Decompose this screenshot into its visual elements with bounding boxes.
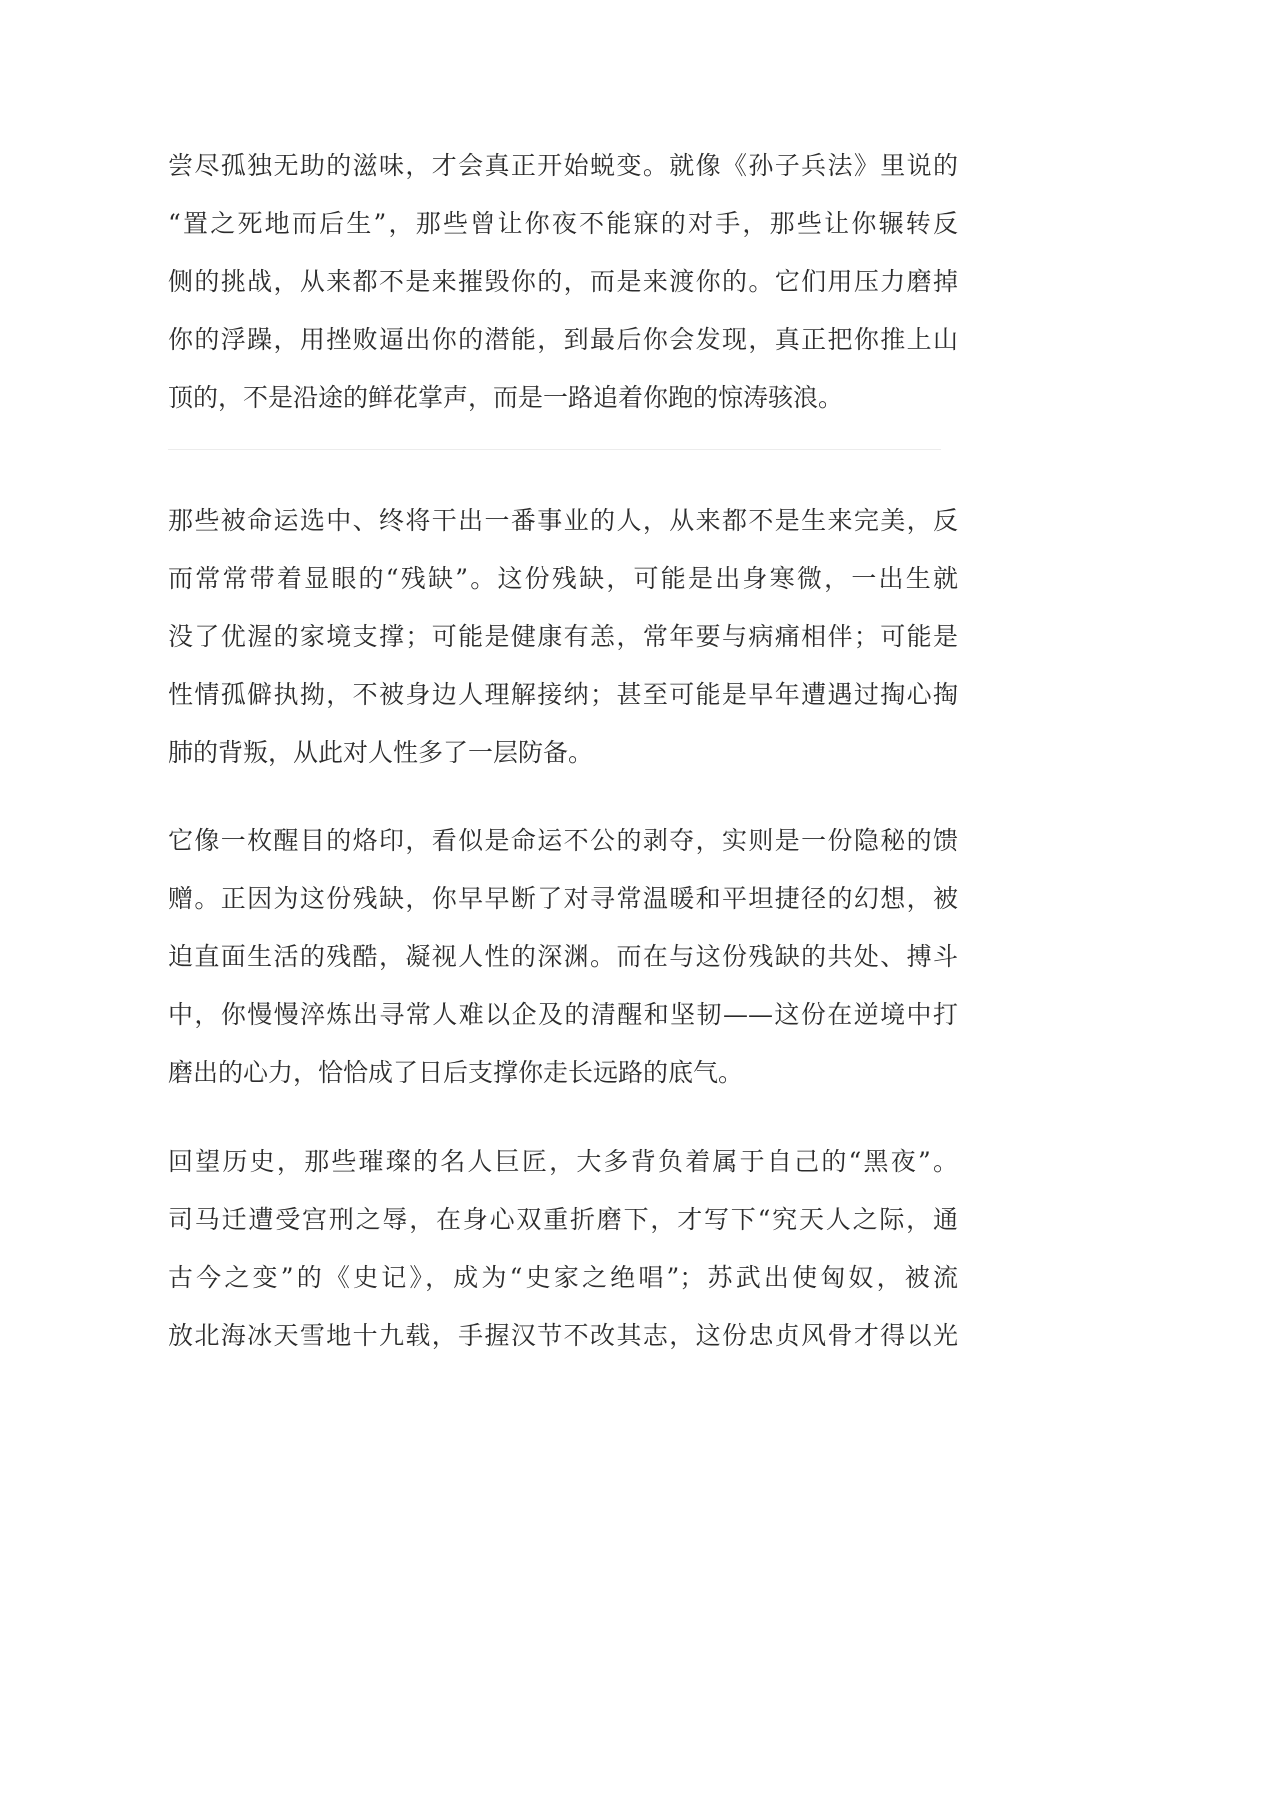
section-divider — [168, 449, 941, 450]
paragraph-line: 侧的挑战，从来都不是来摧毁你的，而是来渡你的。它们用压力磨掉 — [168, 267, 958, 296]
paragraph-line: 它像一枚醒目的烙印，看似是命运不公的剥夺，实则是一份隐秘的馈 — [168, 826, 958, 855]
paragraph-line: 那些被命运选中、终将干出一番事业的人，从来都不是生来完美，反 — [168, 506, 958, 535]
paragraph-line: 顶的，不是沿途的鲜花掌声，而是一路追着你跑的惊涛骇浪。 — [168, 383, 844, 412]
paragraph-line: 而常常带着显眼的“残缺”。这份残缺，可能是出身寒微，一出生就 — [168, 564, 958, 593]
paragraph-line: “置之死地而后生”，那些曾让你夜不能寐的对手，那些让你辗转反 — [168, 209, 958, 238]
paragraph-line: 放北海冰天雪地十九载，手握汉节不改其志，这份忠贞风骨才得以光 — [168, 1321, 958, 1350]
paragraph-line: 回望历史，那些璀璨的名人巨匠，大多背负着属于自己的“黑夜”。 — [168, 1147, 958, 1176]
paragraph-line: 古今之变”的《史记》，成为“史家之绝唱”；苏武出使匈奴，被流 — [168, 1263, 958, 1292]
paragraph-line: 性情孤僻执拗，不被身边人理解接纳；甚至可能是早年遭遇过掏心掏 — [168, 680, 958, 709]
paragraph-line: 没了优渥的家境支撑；可能是健康有恙，常年要与病痛相伴；可能是 — [168, 622, 958, 651]
paragraph-line: 迫直面生活的残酷，凝视人性的深渊。而在与这份残缺的共处、搏斗 — [168, 942, 958, 971]
paragraph-line: 尝尽孤独无助的滋味，才会真正开始蜕变。就像《孙子兵法》里说的 — [168, 151, 958, 180]
paragraph-line: 肺的背叛，从此对人性多了一层防备。 — [168, 738, 594, 767]
paragraph-line: 司马迁遭受宫刑之辱，在身心双重折磨下，才写下“究天人之际，通 — [168, 1205, 958, 1234]
paragraph-line: 赠。正因为这份残缺，你早早断了对寻常温暖和平坦捷径的幻想，被 — [168, 884, 958, 913]
paragraph-line: 中，你慢慢淬炼出寻常人难以企及的清醒和坚韧——这份在逆境中打 — [168, 1000, 958, 1029]
paragraph-line: 磨出的心力，恰恰成了日后支撑你走长远路的底气。 — [168, 1058, 744, 1087]
paragraph-line: 你的浮躁，用挫败逼出你的潜能，到最后你会发现，真正把你推上山 — [168, 325, 958, 354]
